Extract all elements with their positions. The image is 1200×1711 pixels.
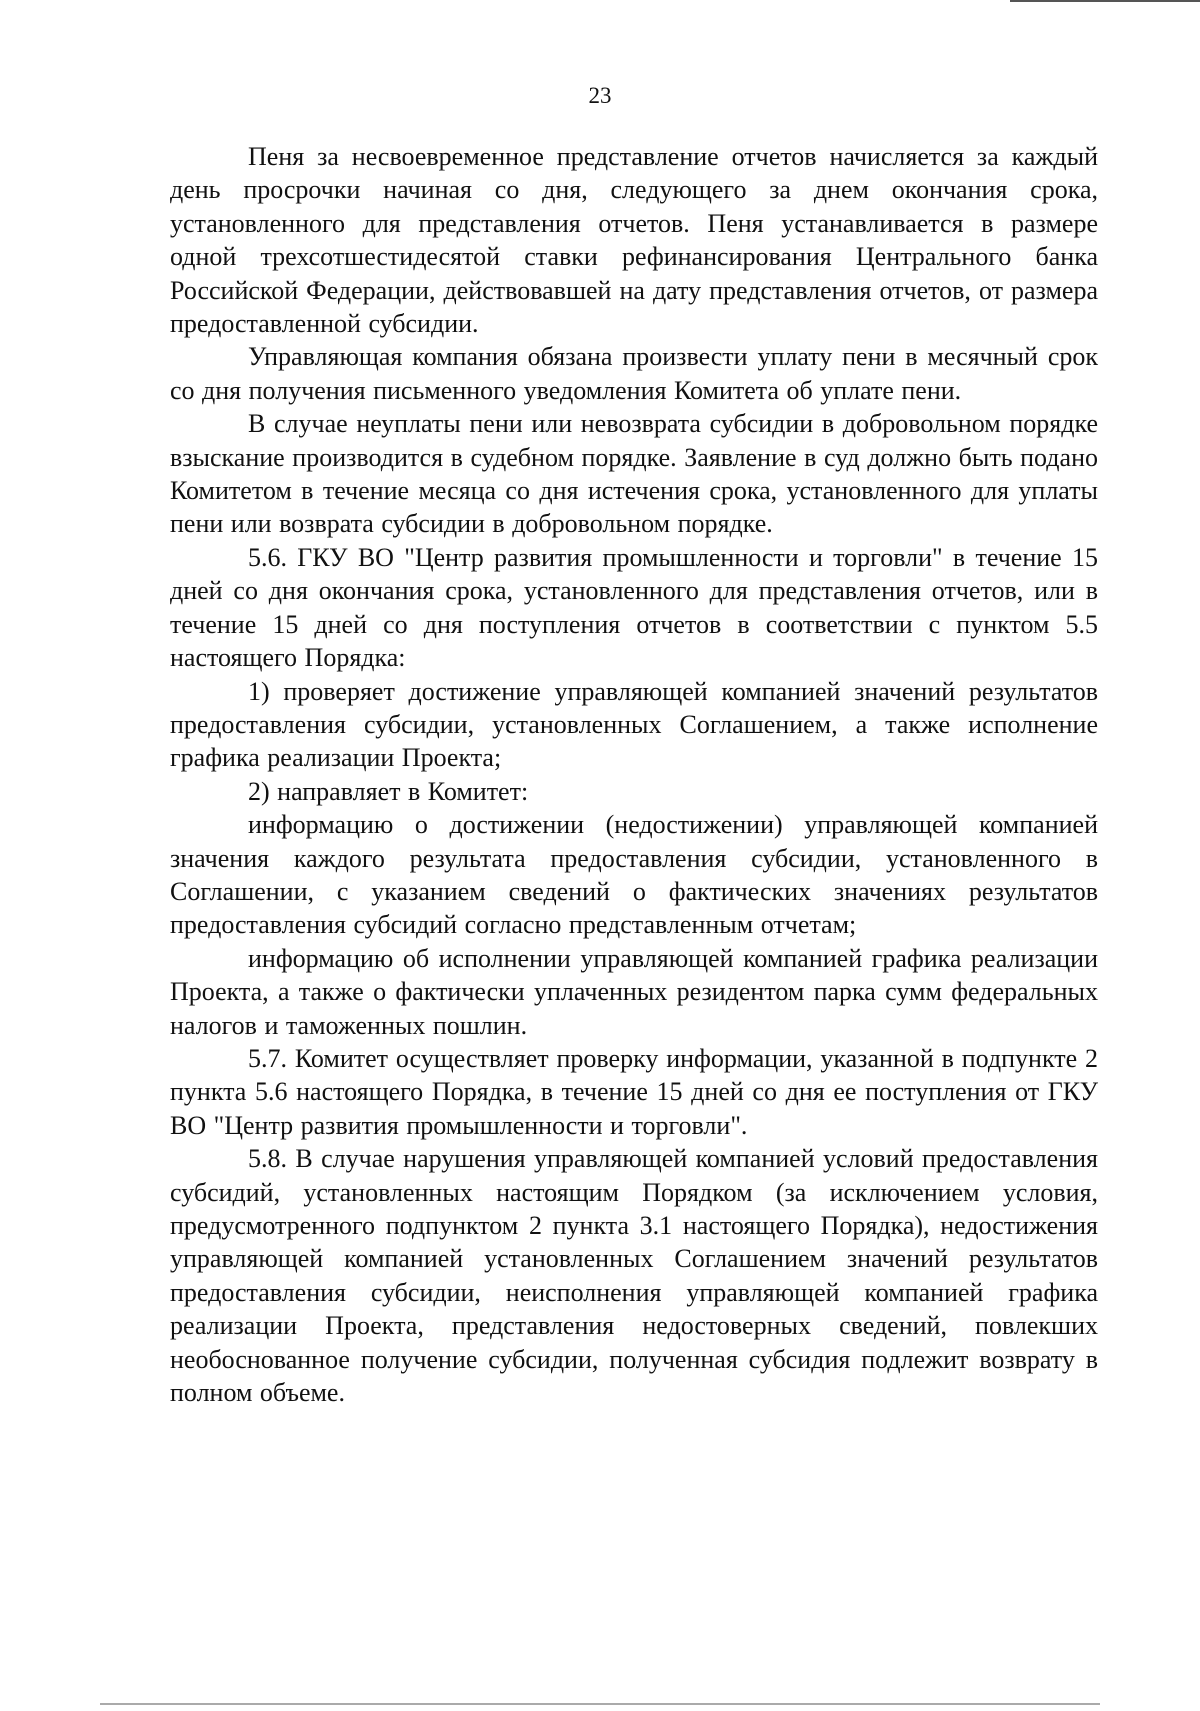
paragraph-court-recovery: В случае неуплаты пени или невозврата субсидии в добровольном порядке взыскание производится в судебном порядке. Заявление в суд должно быть подано Комитетом в течение месяца со дня истечения срока, установленного для уплаты пени или возврата субсидии в добровольном порядке.	[170, 409, 1098, 539]
scan-edge-mark-top	[1010, 0, 1200, 2]
paragraph-clause-5-6-item-2: 2) направляет в Комитет:	[248, 776, 529, 806]
paragraph-penalty-payment: Управляющая компания обязана произвести уплату пени в месячный срок со дня получения письменного уведомления Комитета об уплате пени.	[170, 342, 1098, 405]
paragraph-info-schedule: информацию об исполнении управляющей компанией графика реализации Проекта, а также о фактически уплаченных резидентом парка сумм федеральных налогов и таможенных пошлин.	[170, 943, 1098, 1040]
document-body	[170, 140, 1098, 1409]
paragraph-info-results: информацию о достижении (недостижении) управляющей компанией значения каждого результата предоставления субсидии, установленного в Соглашении, с указанием сведений о фактических значениях результатов предоставления субсидий согласно представленным отчетам;	[170, 810, 1098, 940]
paragraph-clause-5-6: 5.6. ГКУ ВО "Центр развития промышленности и торговли" в течение 15 дней со дня окончания срока, установленного для представления отчетов, или в течение 15 дней со дня поступления отчетов в соответствии с пунктом 5.5 настоящего Порядка:	[170, 542, 1098, 673]
paragraph-clause-5-7: 5.7. Комитет осуществляет проверку информации, указанной в подпункте 2 пункта 5.6 настоящего Порядка, в течение 15 дней со дня ее поступления от ГКУ ВО "Центр развития промышленности и торговли".	[170, 1043, 1098, 1140]
page-number: 23	[588, 83, 612, 108]
paragraph-penalty-accrual: Пеня за несвоевременное представление отчетов начисляется за каждый день просрочки начиная со дня, следующего за днем окончания срока, установленного для представления отчетов. Пеня устанавливается в размере одной трехсотшестидесятой ставки рефинансирования Центрального банка Российской Федерации, действовавшей на дату представления отчетов, от размера предоставленной субсидии.	[170, 142, 1098, 339]
scan-edge-mark-bottom	[100, 1703, 1100, 1705]
paragraph-clause-5-8: 5.8. В случае нарушения управляющей компанией условий предоставления субсидий, установленных настоящим Порядком (за исключением условия, предусмотренного подпунктом 2 пункта 3.1 настоящего Порядка), недостижения управляющей компанией установленных Соглашением значений результатов предоставления субсидии, неисполнения управляющей компанией графика реализации Проекта, представления недостоверных сведений, повлекших необоснованное получение субсидии, полученная субсидия подлежит возврату в полном объеме.	[170, 1144, 1098, 1408]
paragraph-clause-5-6-item-1: 1) проверяет достижение управляющей компанией значений результатов предоставления субсидии, установленных Соглашением, а также исполнение графика реализации Проекта;	[170, 676, 1098, 773]
